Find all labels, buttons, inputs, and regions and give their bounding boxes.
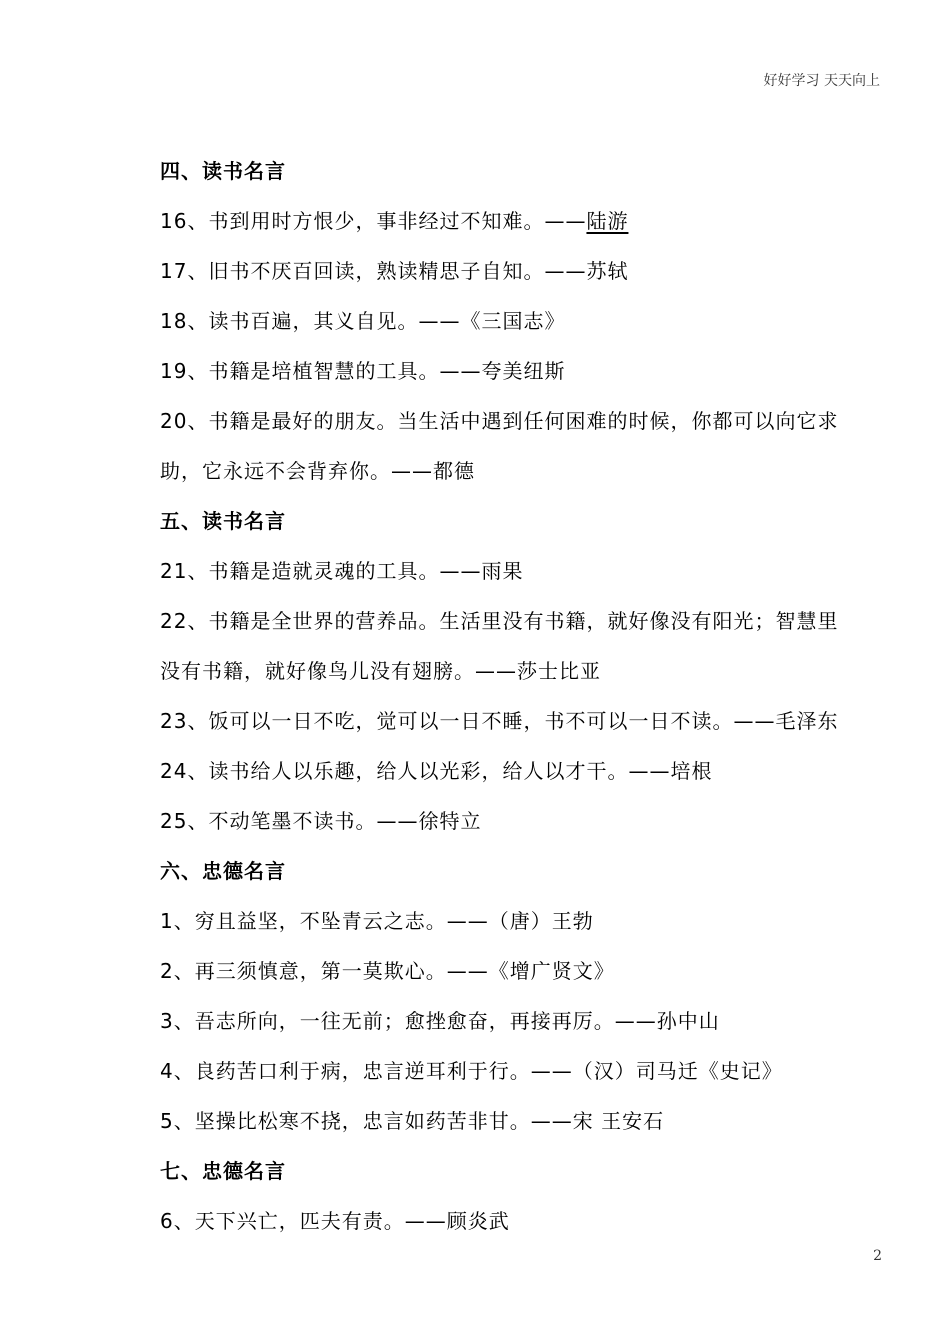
quote-line: 2、再三须慎意，第一莫欺心。——《增广贤文》	[160, 959, 615, 983]
section-heading: 四、读书名言	[160, 159, 286, 183]
quote-line: 没有书籍，就好像鸟儿没有翅膀。——莎士比亚	[160, 659, 601, 683]
quote-line: 4、良药苦口利于病，忠言逆耳利于行。——（汉）司马迁《史记》	[160, 1059, 783, 1083]
page-number: 2	[873, 1248, 882, 1264]
quote-line: 20、书籍是最好的朋友。当生活中遇到任何困难的时候，你都可以向它求	[160, 409, 839, 433]
quote-line: 18、读书百遍，其义自见。——《三国志》	[160, 309, 566, 333]
quote-line: 17、旧书不厌百回读，熟读精思子自知。——苏轼	[160, 259, 629, 283]
author-link: 陆游	[586, 209, 629, 233]
page-header: 好好学习 天天向上	[763, 73, 880, 89]
quote-line: 24、读书给人以乐趣，给人以光彩，给人以才干。——培根	[160, 759, 713, 783]
quote-line: 25、不动笔墨不读书。——徐特立	[160, 809, 482, 833]
quote-line: 19、书籍是培植智慧的工具。——夸美纽斯	[160, 359, 566, 383]
document-body	[160, 146, 885, 1246]
quote-line: 16、书到用时方恨少，事非经过不知难。——陆游	[160, 209, 629, 233]
quote-line: 5、坚操比松寒不挠，忠言如药苦非甘。——宋 王安石	[160, 1109, 665, 1133]
quote-line: 22、书籍是全世界的营养品。生活里没有书籍，就好像没有阳光；智慧里	[160, 609, 839, 633]
quote-line: 6、天下兴亡，匹夫有责。——顾炎武	[160, 1209, 510, 1233]
quote-line: 21、书籍是造就灵魂的工具。——雨果	[160, 559, 524, 583]
quote-line: 1、穷且益坚，不坠青云之志。——（唐）王勃	[160, 909, 594, 933]
section-heading: 六、忠德名言	[160, 859, 286, 883]
section-heading: 七、忠德名言	[160, 1159, 286, 1183]
quote-line: 助，它永远不会背弃你。——都德	[160, 459, 475, 483]
quote-line: 3、吾志所向，一往无前；愈挫愈奋，再接再厉。——孙中山	[160, 1009, 720, 1033]
quote-line: 23、饭可以一日不吃，觉可以一日不睡，书不可以一日不读。——毛泽东	[160, 709, 839, 733]
section-heading: 五、读书名言	[160, 509, 286, 533]
